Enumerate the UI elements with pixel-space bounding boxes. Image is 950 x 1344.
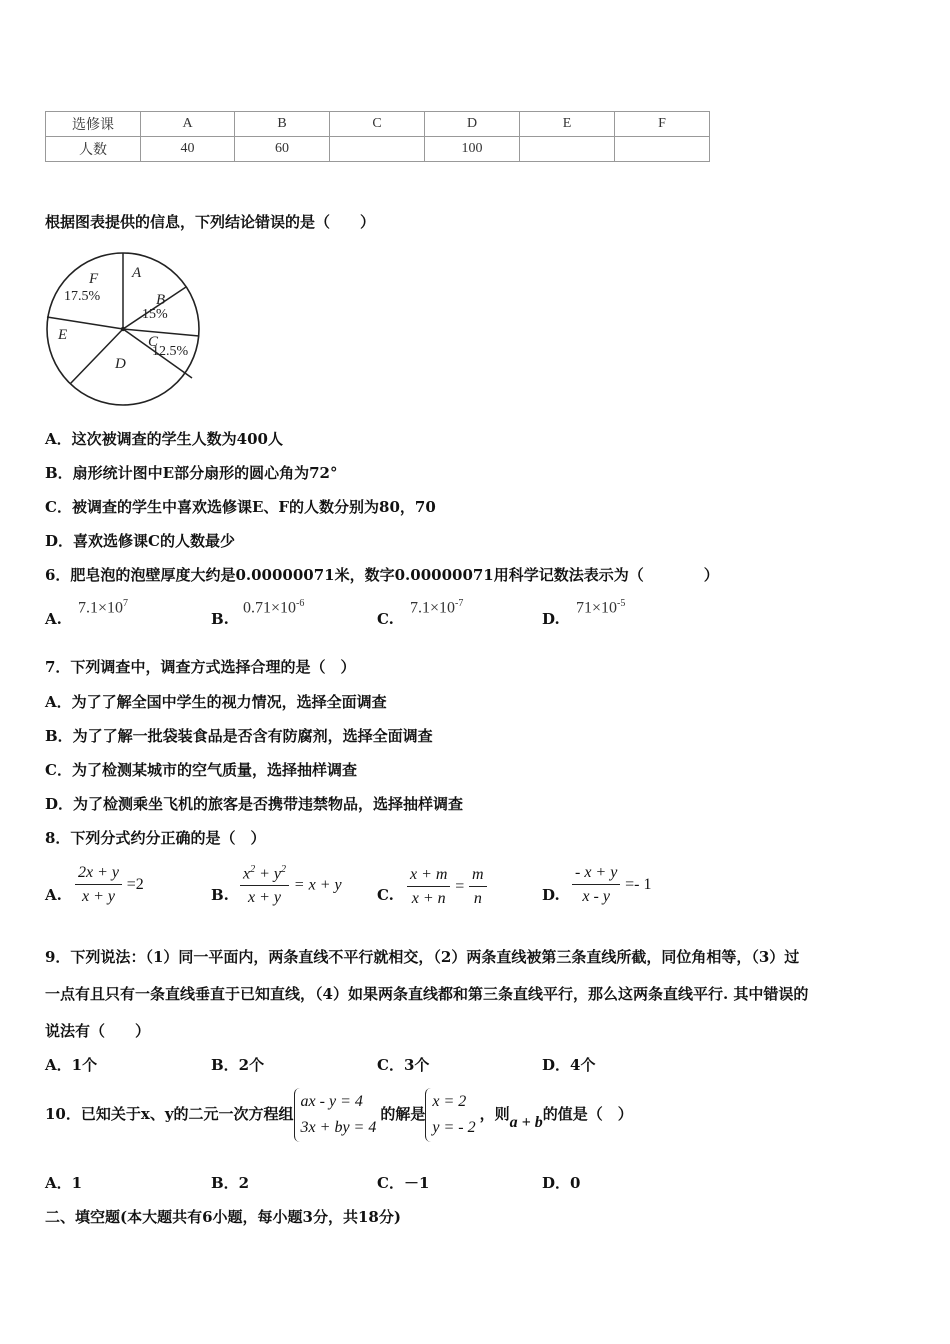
q7-option-d: D．为了检测乘坐飞机的旅客是否携带违禁物品，选择抽样调查 — [45, 795, 464, 813]
q6-label-a: A. — [45, 610, 62, 628]
table-cell: E — [520, 112, 615, 137]
table-cell: D — [425, 112, 520, 137]
table-cell — [520, 137, 615, 162]
table-row — [46, 137, 710, 162]
pie-label-f: F — [89, 271, 99, 287]
table-cell — [330, 137, 425, 162]
q8-label-c: C. — [377, 886, 394, 904]
q7-option-c: C．为了检测某城市的空气质量，选择抽样调查 — [45, 761, 357, 779]
q6-label-d: D. — [542, 610, 560, 628]
table-cell: A — [141, 112, 235, 137]
table-cell: 人数 — [46, 137, 141, 162]
q10-system: ax - y = 4 3x + by = 4 — [294, 1088, 381, 1142]
q5-option-a: A．这次被调查的学生人数为400人 — [45, 430, 283, 448]
table-cell: 100 — [425, 137, 520, 162]
q10-option-a: A．1 — [45, 1174, 83, 1192]
table-cell: B — [235, 112, 330, 137]
pie-label-a: A — [132, 265, 142, 281]
q9-option-d: D．4个 — [542, 1056, 596, 1074]
q6-option-b: $0.71\times 10^{-6}$ — [243, 598, 305, 617]
pie-label-c: C — [148, 334, 159, 350]
pie-label-d: D — [115, 356, 126, 372]
q5-option-b: B．扇形统计图中E部分扇形的圆心角为72° — [45, 464, 338, 482]
q9-option-a: A．1个 — [45, 1056, 98, 1074]
pie-label-b: B — [156, 292, 166, 308]
q8-option-b: $\frac{x^2 + y^2}{x + y}$ = x + y — [240, 864, 342, 907]
q8-label-a: A. — [45, 886, 62, 904]
q6-label-b: B. — [211, 610, 229, 628]
q9-line-2: 一点有且只有一条直线垂直于已知直线，（4）如果两条直线都和第三条直线平行，那么这两条直线平行. 其中错误的 — [45, 985, 809, 1003]
q9-option-b: B．2个 — [211, 1056, 265, 1074]
q10-solution: x = 2 y = - 2 — [425, 1088, 479, 1142]
q8-option-d: $\frac{- x + y}{x - y}$ =- 1 — [572, 864, 651, 906]
pie-label-e: E — [58, 327, 68, 343]
pie-chart — [44, 251, 204, 411]
q5-option-c: C．被调查的学生中喜欢选修课E、F的人数分别为80，70 — [45, 498, 436, 516]
q5-option-d: D．喜欢选修课C的人数最少 — [45, 532, 235, 550]
q10-option-d: D．0 — [542, 1174, 581, 1192]
q8-label-d: D. — [542, 886, 560, 904]
pie-pct-b: 15% — [142, 307, 168, 322]
table-cell: 选修课 — [46, 112, 141, 137]
q8-option-a: $\frac{2x + y}{x + y}$ =2 — [75, 864, 144, 906]
q7-stem: 7．下列调查中，调查方式选择合理的是（ ） — [45, 658, 356, 676]
q9-option-c: C．3个 — [377, 1056, 430, 1074]
q6-stem: 6．肥皂泡的泡壁厚度大约是0.00000071米，数字0.00000071用科学记数法表示为（ ） — [45, 566, 719, 584]
pie-divider — [123, 329, 199, 336]
q9-line-3: 说法有（ ） — [45, 1022, 151, 1040]
q10-stem: 10．已知关于x、y的二元一次方程组 ax - y = 4 3x + by = 4 的解是 x = 2 y = - 2 ，则a + b的值是（ ） — [45, 1085, 633, 1144]
q6-option-d: $71\times 10^{-5}$ — [576, 598, 626, 617]
q8-option-c: $\frac{x + m}{x + n}$ = $\frac{m}{n}$ — [407, 866, 487, 908]
q5-stem: 根据图表提供的信息，下列结论错误的是（ ） — [45, 213, 376, 231]
q6-option-a: $7.1\times 10^7$ — [78, 598, 129, 617]
pie-pct-c: 12.5% — [152, 344, 189, 359]
table-cell: 60 — [235, 137, 330, 162]
pie-pct-f: 17.5% — [64, 289, 101, 304]
table-cell: F — [615, 112, 710, 137]
q9-line-1: 9．下列说法：（1）同一平面内，两条直线不平行就相交，（2）两条直线被第三条直线所截，同位角相等，（3）过 — [45, 948, 800, 966]
section-heading: 二、填空题(本大题共有6小题，每小题3分，共18分) — [45, 1208, 401, 1226]
q10-option-b: B．2 — [211, 1174, 250, 1192]
q6-option-c: $7.1\times 10^{-7}$ — [410, 598, 464, 617]
table-row — [46, 112, 710, 137]
q7-option-a: A．为了了解全国中学生的视力情况，选择全面调查 — [45, 693, 387, 711]
elective-table — [45, 111, 710, 162]
q8-stem: 8．下列分式约分正确的是（ ） — [45, 829, 266, 847]
table-cell: C — [330, 112, 425, 137]
q10-option-c: C．－1 — [377, 1174, 430, 1192]
q6-label-c: C. — [377, 610, 394, 628]
pie-center — [121, 327, 125, 331]
q7-option-b: B．为了了解一批袋装食品是否含有防腐剂，选择全面调查 — [45, 727, 433, 745]
q8-label-b: B. — [211, 886, 229, 904]
table-cell: 40 — [141, 137, 235, 162]
table-cell — [615, 137, 710, 162]
